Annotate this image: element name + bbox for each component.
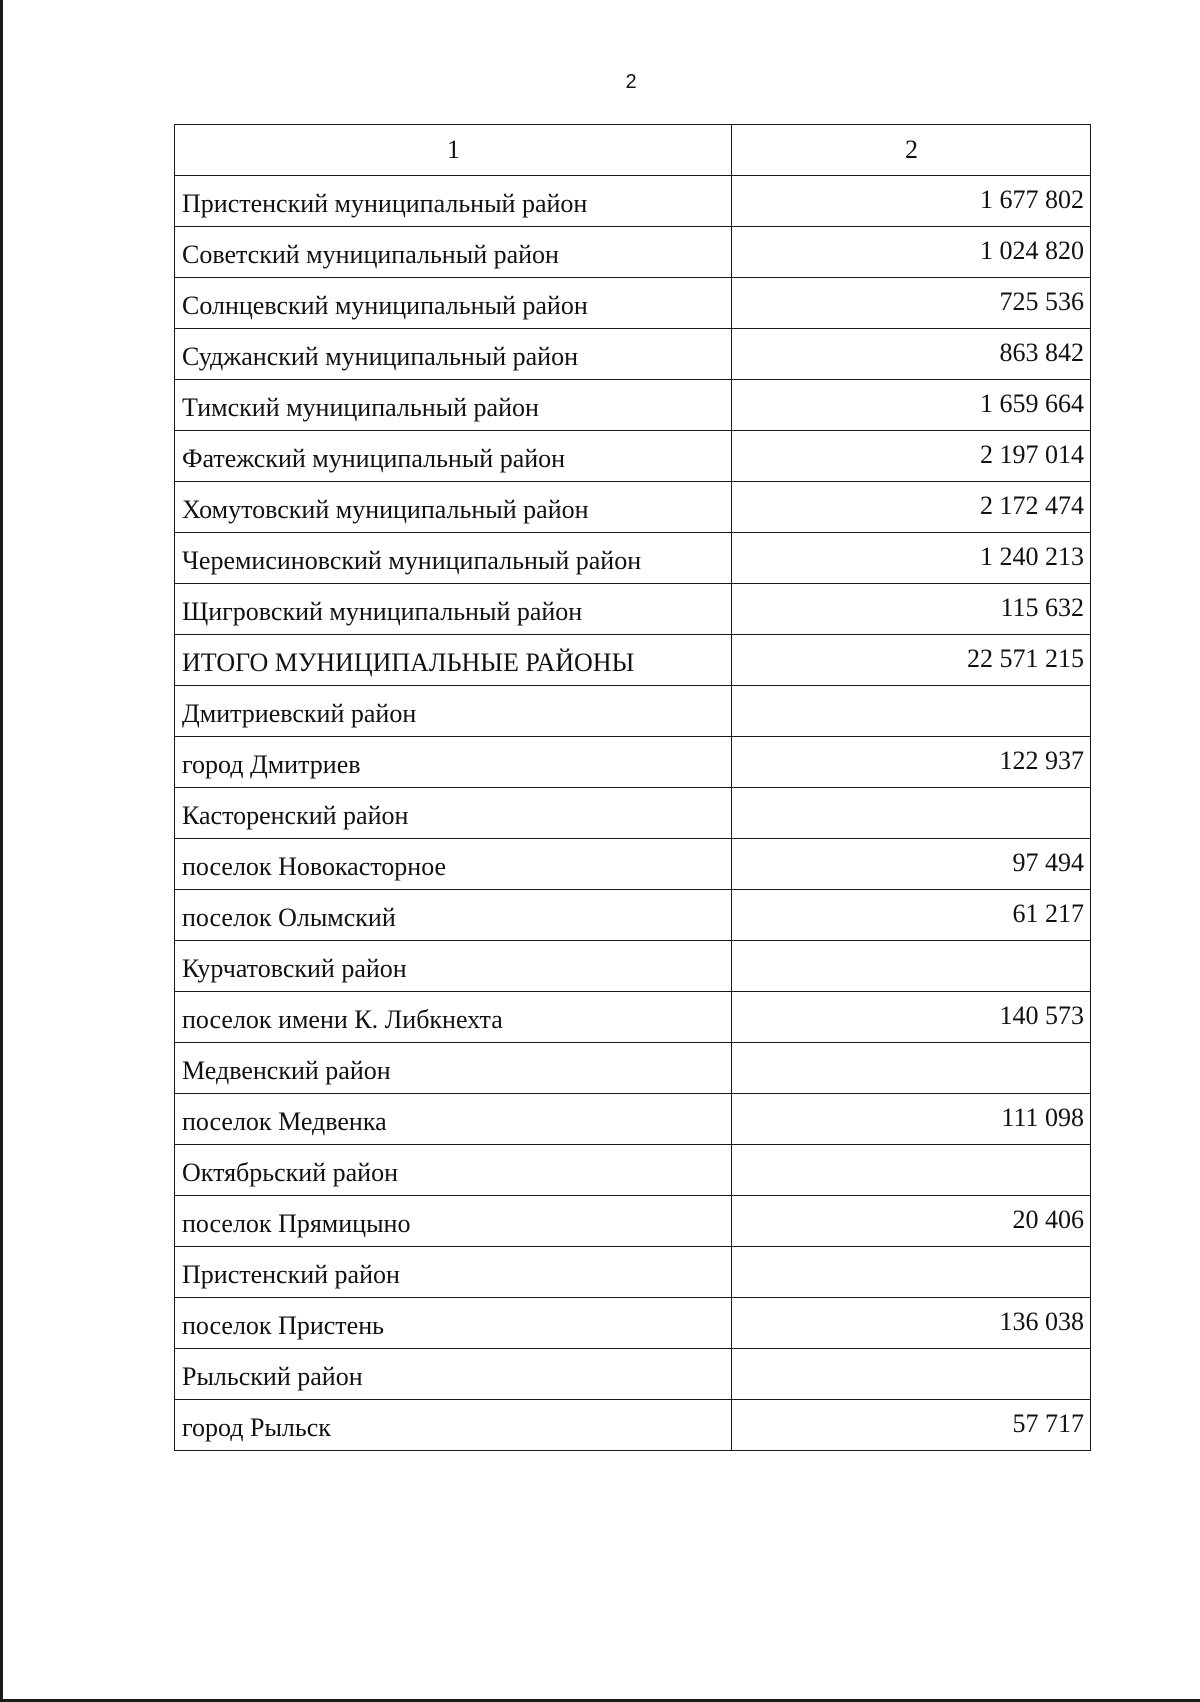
table-row (175, 788, 1091, 839)
table-row (175, 992, 1091, 1043)
table-row (175, 1247, 1091, 1298)
row-name: Медвенский район (175, 1043, 732, 1094)
row-name: Фатежский муниципальный район (175, 431, 732, 482)
column-number-2: 2 (732, 125, 1091, 176)
table-row (175, 839, 1091, 890)
row-value: 1 024 820 (732, 227, 1091, 278)
page-number: 2 (625, 71, 637, 93)
row-value (732, 1145, 1091, 1196)
row-name: Дмитриевский район (175, 686, 732, 737)
scan-left-edge (0, 0, 3, 1702)
row-name: Хомутовский муниципальный район (175, 482, 732, 533)
row-name: поселок Медвенка (175, 1094, 732, 1145)
row-value: 61 217 (732, 890, 1091, 941)
row-value: 863 842 (732, 329, 1091, 380)
row-value: 2 197 014 (732, 431, 1091, 482)
table-row (175, 176, 1091, 227)
table-row-total (175, 635, 1091, 686)
row-value: 20 406 (732, 1196, 1091, 1247)
row-value: 122 937 (732, 737, 1091, 788)
table-row (175, 278, 1091, 329)
table-row (175, 686, 1091, 737)
row-name: Тимский муниципальный район (175, 380, 732, 431)
row-name: Суджанский муниципальный район (175, 329, 732, 380)
table-row (175, 1298, 1091, 1349)
table-row (175, 227, 1091, 278)
table-row (175, 329, 1091, 380)
row-value: 1 677 802 (732, 176, 1091, 227)
row-name: поселок Олымский (175, 890, 732, 941)
table-row (175, 1196, 1091, 1247)
row-name: Пристенский район (175, 1247, 732, 1298)
row-name: поселок имени К. Либкнехта (175, 992, 732, 1043)
column-number-1: 1 (175, 125, 732, 176)
row-value (732, 1043, 1091, 1094)
row-name: город Дмитриев (175, 737, 732, 788)
table-row (175, 533, 1091, 584)
row-name: Рыльский район (175, 1349, 732, 1400)
row-value: 136 038 (732, 1298, 1091, 1349)
row-value (732, 686, 1091, 737)
table-row (175, 1349, 1091, 1400)
row-value: 97 494 (732, 839, 1091, 890)
row-name: Октябрьский район (175, 1145, 732, 1196)
row-value (732, 788, 1091, 839)
table-row (175, 431, 1091, 482)
row-name: Касторенский район (175, 788, 732, 839)
row-value: 1 240 213 (732, 533, 1091, 584)
row-name: поселок Прямицыно (175, 1196, 732, 1247)
row-name: Черемисиновский муниципальный район (175, 533, 732, 584)
data-table (174, 124, 1091, 1451)
row-name: Курчатовский район (175, 941, 732, 992)
table-row (175, 1400, 1091, 1451)
row-name: Солнцевский муниципальный район (175, 278, 732, 329)
table-row (175, 737, 1091, 788)
table-row (175, 1043, 1091, 1094)
row-value: 111 098 (732, 1094, 1091, 1145)
table-row (175, 482, 1091, 533)
table-row (175, 1145, 1091, 1196)
row-value: 115 632 (732, 584, 1091, 635)
row-value: 725 536 (732, 278, 1091, 329)
row-name: Пристенский муниципальный район (175, 176, 732, 227)
table-row (175, 941, 1091, 992)
row-value (732, 941, 1091, 992)
row-value: 140 573 (732, 992, 1091, 1043)
row-value: 2 172 474 (732, 482, 1091, 533)
total-row-name: ИТОГО МУНИЦИПАЛЬНЫЕ РАЙОНЫ (175, 635, 732, 686)
row-value (732, 1349, 1091, 1400)
table-row (175, 584, 1091, 635)
table-row (175, 1094, 1091, 1145)
table-row (175, 380, 1091, 431)
row-value: 57 717 (732, 1400, 1091, 1451)
row-value (732, 1247, 1091, 1298)
table-header-row (175, 125, 1091, 176)
total-row-value: 22 571 215 (732, 635, 1091, 686)
row-name: Советский муниципальный район (175, 227, 732, 278)
row-name: Щигровский муниципальный район (175, 584, 732, 635)
table-row (175, 890, 1091, 941)
row-name: поселок Пристень (175, 1298, 732, 1349)
row-value: 1 659 664 (732, 380, 1091, 431)
row-name: поселок Новокасторное (175, 839, 732, 890)
row-name: город Рыльск (175, 1400, 732, 1451)
